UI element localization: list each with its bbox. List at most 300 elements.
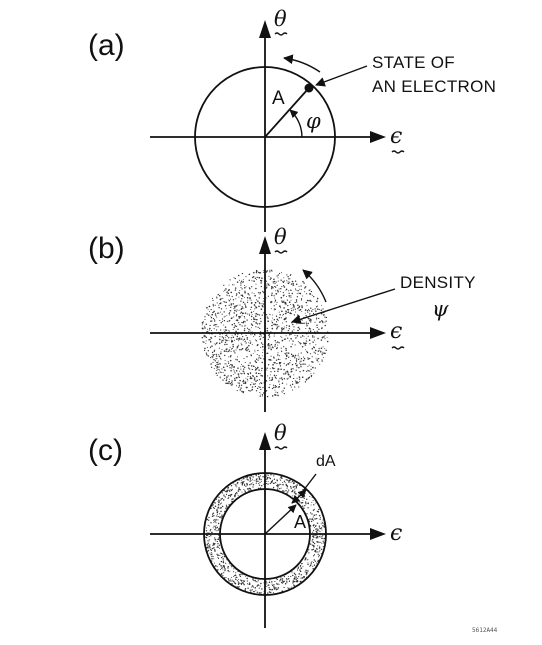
ring-dot: [237, 580, 238, 581]
panel-c-radius-arrow: [265, 505, 296, 534]
density-dot: [241, 364, 242, 365]
ring-dot: [271, 581, 272, 582]
density-dot: [306, 351, 307, 352]
ring-dot: [313, 555, 314, 556]
density-dot: [249, 368, 250, 369]
density-dot: [324, 335, 325, 336]
density-dot: [281, 391, 282, 392]
ring-dot: [261, 485, 262, 486]
density-dot: [236, 314, 237, 315]
density-dot: [286, 289, 287, 290]
density-dot: [215, 313, 216, 314]
density-dot: [249, 315, 250, 316]
ring-dot: [321, 543, 322, 544]
density-dot: [275, 392, 276, 393]
ring-dot: [323, 541, 324, 542]
density-dot: [254, 293, 255, 294]
density-dot: [286, 274, 287, 275]
density-dot: [271, 356, 272, 357]
density-dot: [293, 368, 294, 369]
density-dot: [316, 358, 317, 359]
density-dot: [239, 337, 240, 338]
density-dot: [279, 312, 280, 313]
ring-dot: [313, 500, 314, 501]
density-dot: [295, 337, 296, 338]
density-dot: [230, 347, 231, 348]
density-dot: [290, 334, 291, 335]
density-dot: [317, 306, 318, 307]
density-dot: [247, 380, 248, 381]
ring-dot: [312, 519, 313, 520]
ring-dot: [294, 573, 295, 574]
density-dot: [247, 297, 248, 298]
density-dot: [235, 334, 236, 335]
density-dot: [225, 339, 226, 340]
density-dot: [319, 309, 320, 310]
density-dot: [241, 385, 242, 386]
density-dot: [227, 321, 228, 322]
density-dot: [234, 306, 235, 307]
density-dot: [220, 353, 222, 355]
density-dot: [262, 306, 263, 307]
ring-dot: [252, 479, 253, 480]
ring-dot: [291, 482, 292, 483]
density-dot: [231, 364, 232, 365]
ring-dot: [288, 576, 289, 577]
ring-dot: [226, 506, 227, 507]
density-dot: [288, 374, 290, 376]
ring-dot: [224, 568, 226, 570]
ring-dot: [281, 488, 282, 489]
density-dot: [313, 373, 314, 374]
density-dot: [279, 273, 280, 274]
density-dot: [212, 298, 213, 299]
density-dot: [288, 352, 290, 354]
ring-dot: [271, 589, 273, 591]
ring-dot: [218, 500, 219, 501]
density-dot: [250, 334, 251, 335]
ring-dot: [316, 528, 317, 529]
density-dot: [271, 308, 272, 309]
density-dot: [278, 280, 279, 281]
density-dot: [298, 382, 299, 383]
ring-dot: [235, 572, 236, 573]
ring-dot: [312, 566, 313, 567]
density-dot: [237, 390, 238, 391]
density-dot: [239, 380, 240, 381]
ring-dot: [319, 515, 320, 516]
density-dot: [242, 348, 243, 349]
ring-dot: [309, 566, 310, 567]
density-dot: [245, 312, 247, 314]
density-dot: [227, 365, 228, 366]
density-dot: [250, 373, 251, 374]
density-dot: [247, 302, 248, 303]
ring-dot: [216, 515, 217, 516]
density-dot: [316, 324, 317, 325]
density-dot: [309, 358, 310, 359]
density-dot: [239, 377, 240, 378]
density-dot: [218, 305, 219, 306]
ring-dot: [268, 584, 270, 586]
density-dot: [246, 356, 247, 357]
density-dot: [262, 387, 263, 388]
density-dot: [260, 373, 261, 374]
ring-dot: [213, 547, 215, 549]
ring-dot: [236, 485, 237, 486]
density-dot: [271, 287, 272, 288]
density-dot: [256, 299, 257, 300]
ring-dot: [272, 480, 273, 481]
density-dot: [226, 289, 227, 290]
density-dot: [283, 328, 285, 330]
density-dot: [299, 371, 300, 372]
ring-dot: [216, 541, 217, 542]
density-dot: [218, 372, 219, 373]
density-dot: [241, 322, 242, 323]
density-dot: [306, 379, 307, 380]
density-dot: [219, 369, 220, 370]
density-dot: [281, 311, 283, 313]
ring-dot: [243, 580, 244, 581]
density-dot: [243, 281, 244, 282]
density-dot: [275, 386, 277, 388]
density-dot: [322, 338, 323, 339]
density-dot: [230, 370, 232, 372]
density-dot: [235, 289, 236, 290]
density-dot: [249, 362, 250, 363]
density-dot: [262, 396, 263, 397]
density-dot: [262, 355, 263, 356]
density-dot: [269, 314, 270, 315]
density-dot: [247, 339, 248, 340]
density-dot: [258, 373, 259, 374]
ring-dot: [249, 488, 250, 489]
density-dot: [299, 306, 300, 307]
density-dot: [253, 353, 254, 354]
ring-dot: [321, 549, 322, 550]
ring-dot: [286, 485, 287, 486]
density-dot: [253, 366, 254, 367]
density-dot: [237, 356, 238, 357]
density-dot: [300, 366, 301, 367]
density-dot: [225, 360, 226, 361]
density-dot: [260, 318, 261, 319]
density-dot: [298, 341, 299, 342]
density-dot: [276, 302, 277, 303]
density-dot: [218, 354, 219, 355]
density-dot: [313, 313, 314, 314]
density-dot: [310, 373, 311, 374]
ring-dot: [319, 546, 320, 547]
density-dot: [233, 350, 235, 352]
ring-dot: [273, 487, 274, 488]
density-dot: [285, 373, 286, 374]
ring-dot: [217, 541, 218, 542]
density-dot: [307, 366, 308, 367]
density-dot: [253, 272, 254, 273]
density-dot: [304, 358, 305, 359]
density-dot: [213, 304, 214, 305]
density-dot: [228, 381, 230, 383]
density-dot: [208, 309, 209, 310]
ring-dot: [220, 503, 221, 504]
density-dot: [276, 304, 277, 305]
ring-dot: [256, 475, 257, 476]
density-dot: [231, 366, 232, 367]
density-dot: [306, 302, 307, 303]
ring-dot: [255, 581, 256, 582]
density-dot: [294, 314, 295, 315]
ring-dot: [317, 551, 318, 552]
density-dot: [211, 337, 212, 338]
ring-dot: [214, 508, 215, 509]
density-dot: [255, 306, 256, 307]
density-dot: [289, 328, 290, 329]
density-dot: [305, 381, 306, 382]
density-dot: [229, 295, 230, 296]
density-dot: [270, 374, 271, 375]
ring-dot: [310, 543, 311, 544]
density-dot: [272, 322, 273, 323]
density-dot: [230, 307, 231, 308]
density-dot: [248, 342, 249, 343]
density-dot: [256, 272, 257, 273]
density-dot: [297, 293, 298, 294]
ring-dot: [306, 499, 307, 500]
density-dot: [307, 357, 308, 358]
density-dot: [256, 279, 257, 280]
density-dot: [244, 367, 245, 368]
density-dot: [285, 350, 286, 351]
ring-dot: [266, 478, 267, 479]
density-dot: [322, 308, 323, 309]
ring-dot: [216, 509, 217, 510]
ring-dot: [313, 510, 314, 511]
density-dot: [289, 301, 291, 303]
ring-dot: [266, 581, 267, 582]
density-dot: [284, 280, 285, 281]
density-dot: [280, 368, 282, 370]
density-dot: [302, 363, 303, 364]
density-dot: [219, 343, 221, 345]
density-dot: [313, 336, 314, 337]
density-dot: [289, 296, 290, 297]
density-dot: [317, 298, 319, 300]
ring-dot: [279, 484, 280, 485]
density-dot: [241, 298, 242, 299]
density-dot: [234, 312, 235, 313]
ring-dot: [320, 536, 321, 537]
density-dot: [246, 286, 247, 287]
ring-dot: [223, 565, 224, 566]
ring-dot: [217, 527, 219, 529]
density-dot: [302, 335, 303, 336]
density-dot: [259, 277, 260, 278]
panel-c-theta-arrowhead: [259, 432, 271, 450]
ring-dot: [230, 489, 231, 490]
ring-dot: [287, 491, 288, 492]
density-dot: [223, 337, 224, 338]
ring-dot: [210, 549, 211, 550]
ring-dot: [225, 496, 226, 497]
density-dot: [297, 323, 298, 324]
density-dot: [216, 366, 217, 367]
ring-dot: [317, 511, 318, 512]
density-dot: [232, 346, 233, 347]
density-dot: [226, 340, 228, 342]
ring-dot: [304, 559, 305, 560]
density-dot: [322, 352, 323, 353]
density-dot: [293, 304, 295, 306]
density-dot: [229, 331, 230, 332]
density-dot: [321, 305, 322, 306]
density-dot: [224, 374, 226, 376]
density-dot: [221, 372, 222, 373]
density-dot: [255, 288, 257, 290]
density-dot: [307, 310, 308, 311]
density-dot: [292, 368, 293, 369]
density-dot: [205, 343, 206, 344]
density-dot: [213, 359, 214, 360]
ring-dot: [285, 490, 286, 491]
density-dot: [224, 355, 225, 356]
density-dot: [267, 320, 269, 322]
density-dot: [308, 336, 309, 337]
ring-dot: [241, 583, 243, 585]
density-dot: [310, 319, 312, 321]
density-dot: [285, 372, 286, 373]
density-dot: [245, 305, 246, 306]
ring-dot: [258, 476, 260, 478]
density-dot: [247, 379, 248, 380]
ring-dot: [210, 548, 211, 549]
density-dot: [239, 317, 240, 318]
density-dot: [254, 335, 255, 336]
ring-dot: [221, 557, 222, 558]
density-dot: [276, 282, 277, 283]
ring-dot: [314, 527, 315, 528]
density-dot: [262, 314, 263, 315]
density-dot: [280, 279, 281, 280]
ring-dot: [323, 538, 324, 539]
density-dot: [208, 314, 210, 316]
density-dot: [305, 286, 307, 288]
density-dot: [228, 356, 229, 357]
density-dot: [229, 305, 230, 306]
density-dot: [243, 279, 244, 280]
ring-dot: [223, 572, 224, 573]
ring-dot: [218, 558, 219, 559]
ring-dot: [236, 577, 238, 579]
ring-dot: [226, 491, 228, 493]
density-dot: [238, 373, 240, 375]
density-dot: [231, 304, 232, 305]
ring-dot: [258, 483, 259, 484]
density-dot: [281, 351, 282, 352]
ring-dot: [258, 580, 259, 581]
density-dot: [287, 299, 288, 300]
density-dot: [232, 383, 233, 384]
ring-dot: [255, 590, 256, 591]
density-dot: [221, 341, 223, 343]
density-dot: [257, 354, 258, 355]
density-dot: [238, 345, 239, 346]
density-dot: [228, 299, 229, 300]
density-dot: [283, 277, 284, 278]
ring-dot: [223, 495, 224, 496]
density-dot: [214, 343, 215, 344]
density-dot: [238, 275, 239, 276]
ring-dot: [322, 522, 323, 523]
density-dot: [258, 306, 260, 308]
ring-dot: [244, 478, 245, 479]
ring-dot: [294, 492, 295, 493]
density-dot: [258, 297, 259, 298]
density-dot: [255, 278, 256, 279]
ring-dot: [216, 530, 217, 531]
density-dot: [255, 351, 256, 352]
density-dot: [292, 381, 293, 382]
panel-a: [88, 7, 496, 232]
panel-a-angle-label: φ: [306, 109, 321, 133]
density-dot: [221, 340, 222, 341]
density-dot: [244, 316, 245, 317]
density-dot: [280, 336, 281, 337]
density-dot: [293, 326, 294, 327]
density-dot: [226, 380, 227, 381]
ring-dot: [244, 490, 245, 491]
density-dot: [218, 313, 219, 314]
density-dot: [243, 340, 244, 341]
density-dot: [271, 286, 272, 287]
density-dot: [315, 311, 316, 312]
ring-dot: [314, 543, 315, 544]
density-dot: [275, 324, 276, 325]
density-dot: [295, 281, 296, 282]
density-dot: [280, 365, 281, 366]
density-dot: [259, 323, 260, 324]
ring-dot: [306, 572, 308, 574]
density-dot: [259, 328, 260, 329]
density-dot: [286, 365, 287, 366]
ring-dot: [322, 525, 323, 526]
ring-dot: [222, 575, 223, 576]
density-dot: [234, 310, 235, 311]
density-dot: [296, 361, 297, 362]
density-dot: [240, 301, 241, 302]
density-dot: [239, 310, 240, 311]
density-dot: [295, 302, 296, 303]
density-dot: [240, 373, 241, 374]
density-dot: [241, 288, 242, 289]
ring-dot: [237, 493, 238, 494]
density-dot: [231, 337, 232, 338]
density-dot: [237, 320, 239, 322]
density-dot: [250, 342, 251, 343]
density-dot: [323, 353, 324, 354]
density-dot: [318, 329, 319, 330]
density-dot: [273, 387, 274, 388]
ring-dot: [321, 538, 322, 539]
ring-dot: [206, 530, 207, 531]
density-dot: [254, 379, 256, 381]
ring-dot: [249, 583, 250, 584]
ring-dot: [301, 563, 302, 564]
density-dot: [232, 340, 233, 341]
density-dot: [241, 338, 243, 340]
ring-dot: [227, 566, 228, 567]
